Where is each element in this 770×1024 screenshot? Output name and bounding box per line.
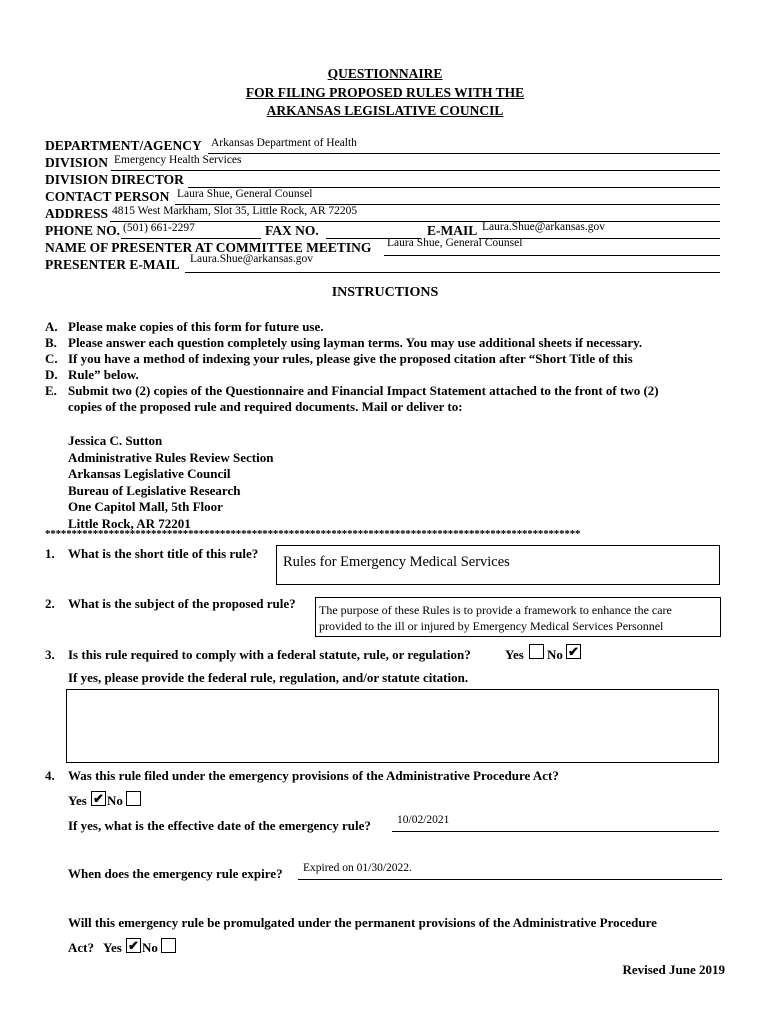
expire-date-line bbox=[298, 879, 722, 880]
contact-label: CONTACT PERSON bbox=[45, 189, 170, 204]
address-line bbox=[110, 221, 720, 222]
question-3-number: 3. bbox=[45, 647, 55, 662]
federal-citation-box[interactable] bbox=[66, 689, 719, 763]
presenter-field[interactable]: Laura Shue, General Counsel bbox=[387, 237, 523, 249]
division-line bbox=[111, 170, 720, 171]
instruction-b-text: Please answer each question completely using layman terms. You may use additional sheets if necessary. bbox=[68, 335, 643, 350]
separator-asterisks: ***************************************************************************************************** bbox=[45, 528, 581, 540]
question-2-number: 2. bbox=[45, 596, 55, 611]
presenter-email-label: PRESENTER E-MAIL bbox=[45, 257, 180, 272]
phone-label: PHONE NO. bbox=[45, 223, 121, 238]
department-field[interactable]: Arkansas Department of Health bbox=[211, 137, 357, 149]
question-1-text: What is the short title of this rule? bbox=[68, 546, 259, 561]
instruction-c-text: If you have a method of indexing your rules, please give the proposed citation after “Short Title of this bbox=[68, 351, 633, 366]
q4-yes-label: Yes bbox=[68, 793, 87, 808]
mail-address-block bbox=[68, 433, 273, 532]
instruction-b-letter: B. bbox=[45, 335, 57, 350]
division-row bbox=[45, 155, 720, 173]
expire-date-field[interactable]: Expired on 01/30/2022. bbox=[303, 862, 412, 874]
q4-perm-no-label: No bbox=[142, 940, 158, 955]
short-title-answer: Rules for Emergency Medical Services bbox=[283, 554, 510, 570]
division-field[interactable]: Emergency Health Services bbox=[114, 154, 242, 166]
phone-line bbox=[121, 238, 261, 239]
address-field[interactable]: 4815 West Markham, Slot 35, Little Rock, AR 72205 bbox=[112, 205, 358, 217]
subject-box[interactable] bbox=[315, 597, 721, 637]
question-4-number: 4. bbox=[45, 768, 55, 783]
mail-address-line-5: One Capitol Mall, 5th Floor bbox=[68, 499, 223, 514]
form-title-line2: FOR FILING PROPOSED RULES WITH THE bbox=[245, 85, 525, 100]
instruction-a bbox=[45, 319, 324, 335]
question-3-text: Is this rule required to comply with a federal statute, rule, or regulation? bbox=[68, 647, 471, 662]
presenter-email-field[interactable]: Laura.Shue@arkansas.gov bbox=[190, 253, 313, 265]
revised-date: Revised June 2019 bbox=[622, 962, 725, 977]
permanent-provisions-act: Act? bbox=[68, 940, 94, 955]
instruction-c-letter: C. bbox=[45, 351, 58, 366]
question-2 bbox=[45, 596, 296, 612]
instructions-heading: INSTRUCTIONS bbox=[331, 285, 439, 300]
form-title-line1: QUESTIONNAIRE bbox=[327, 66, 443, 81]
division-label: DIVISION bbox=[45, 155, 109, 170]
instruction-e bbox=[45, 383, 659, 399]
presenter-line bbox=[384, 255, 720, 256]
question-3-followup: If yes, please provide the federal rule, regulation, and/or statute citation. bbox=[68, 670, 469, 685]
director-label: DIVISION DIRECTOR bbox=[45, 172, 184, 187]
q4-no-checkbox bbox=[126, 791, 141, 806]
q3-no-label: No bbox=[547, 647, 563, 662]
contact-field[interactable]: Laura Shue, General Counsel bbox=[177, 188, 313, 200]
address-label: ADDRESS bbox=[45, 206, 109, 221]
subject-answer-line-2: provided to the ill or injured by Emergency Medical Services Personnel bbox=[319, 619, 664, 633]
mail-address-line-2: Administrative Rules Review Section bbox=[68, 449, 274, 465]
form-title-line3: ARKANSAS LEGISLATIVE COUNCIL bbox=[266, 103, 504, 118]
short-title-box[interactable] bbox=[276, 545, 720, 585]
effective-date-field[interactable]: 10/02/2021 bbox=[397, 814, 450, 826]
q3-yes-label: Yes bbox=[505, 647, 524, 662]
presenter-label: NAME OF PRESENTER AT COMMITTEE MEETING bbox=[45, 240, 372, 255]
director-row bbox=[45, 172, 720, 190]
q4-perm-yes-label: Yes bbox=[103, 940, 122, 955]
subject-answer-line-1: The purpose of these Rules is to provide a framework to enhance the care bbox=[319, 603, 672, 617]
q3-no-checkbox[interactable]: ✔ bbox=[566, 644, 581, 659]
question-2-text: What is the subject of the proposed rule? bbox=[68, 596, 296, 611]
q4-yes-checkbox[interactable]: ✔ bbox=[91, 791, 106, 806]
mail-address-line-3: Arkansas Legislative Council bbox=[68, 466, 231, 481]
expire-date-label: When does the emergency rule expire? bbox=[68, 866, 283, 881]
question-4-text: Was this rule filed under the emergency provisions of the Administrative Procedure Act? bbox=[68, 768, 559, 783]
instruction-d-letter: D. bbox=[45, 367, 58, 382]
mail-address-line-1: Jessica C. Sutton bbox=[68, 433, 163, 448]
question-1-number: 1. bbox=[45, 546, 55, 561]
department-line bbox=[208, 153, 720, 154]
permanent-provisions-question: Will this emergency rule be promulgated under the permanent provisions of the Administrative Procedure bbox=[68, 915, 657, 930]
email-field[interactable]: Laura.Shue@arkansas.gov bbox=[482, 221, 605, 233]
mail-address-line-6: Little Rock, AR 72201 bbox=[68, 515, 191, 531]
presenter-row bbox=[45, 237, 720, 258]
presenter-email-row bbox=[45, 253, 720, 275]
fax-label: FAX NO. bbox=[265, 223, 319, 238]
mail-address-line-4: Bureau of Legislative Research bbox=[68, 482, 241, 498]
department-label: DEPARTMENT/AGENCY bbox=[45, 138, 202, 153]
q4-no-label: No bbox=[107, 793, 123, 808]
instruction-d-text: Rule” below. bbox=[68, 367, 139, 382]
question-1 bbox=[45, 546, 258, 562]
email-label: E-MAIL bbox=[427, 223, 478, 238]
presenter-email-line bbox=[185, 272, 720, 273]
instruction-b bbox=[45, 335, 642, 351]
q4-perm-yes-checkbox[interactable]: ✔ bbox=[126, 938, 141, 953]
instruction-e-letter: E. bbox=[45, 383, 57, 398]
instruction-a-letter: A. bbox=[45, 319, 58, 334]
instruction-a-text: Please make copies of this form for future use. bbox=[68, 319, 324, 334]
question-4 bbox=[45, 768, 559, 784]
question-3 bbox=[45, 647, 471, 663]
instruction-e-continued: copies of the proposed rule and required documents. Mail or deliver to: bbox=[68, 399, 463, 414]
phone-row bbox=[45, 223, 720, 241]
subject-answer bbox=[319, 602, 672, 634]
phone-field[interactable]: (501) 661-2297 bbox=[123, 222, 195, 234]
effective-date-line bbox=[392, 831, 719, 832]
instruction-d bbox=[45, 367, 139, 383]
effective-date-label: If yes, what is the effective date of the emergency rule? bbox=[68, 818, 371, 833]
instruction-e-text: Submit two (2) copies of the Questionnaire and Financial Impact Statement attached to the front of two (2) bbox=[68, 383, 659, 398]
q3-yes-checkbox[interactable] bbox=[529, 644, 544, 659]
q4-perm-no-checkbox[interactable] bbox=[161, 938, 176, 953]
instruction-c bbox=[45, 351, 633, 367]
